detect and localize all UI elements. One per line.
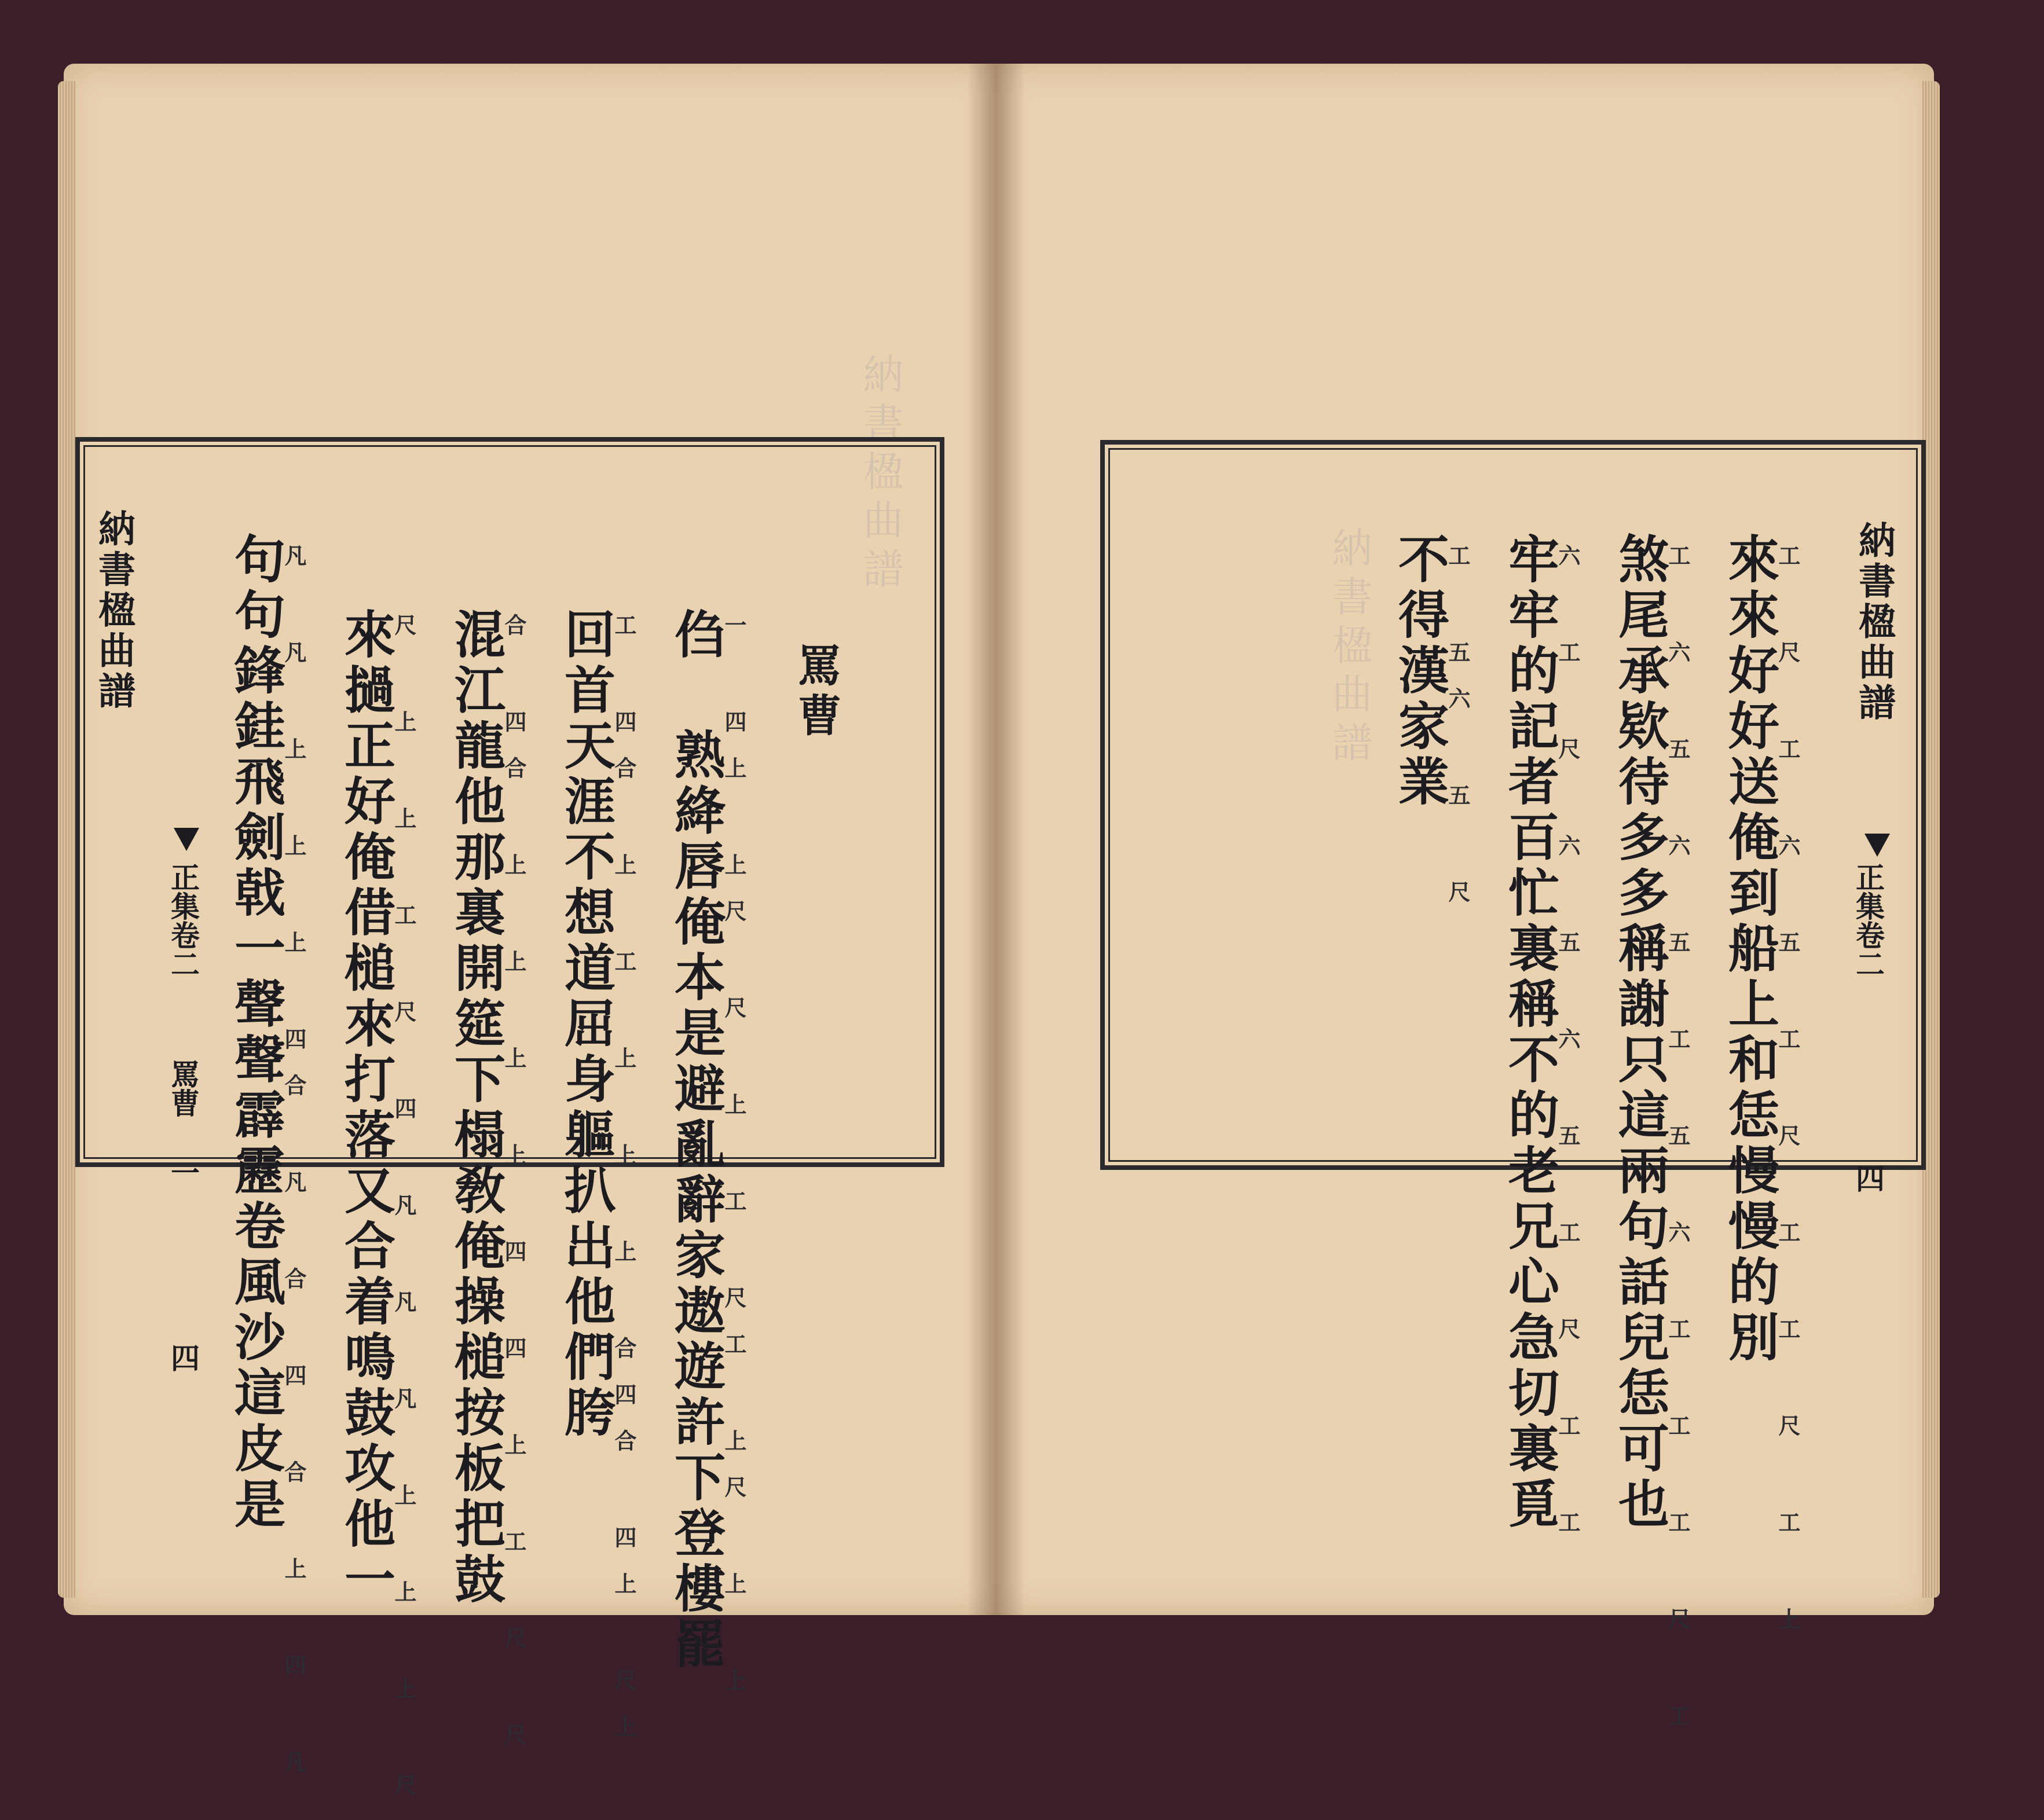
- right-margin-folio: 四: [1851, 1164, 1885, 1192]
- notation-column-1: 一 四上 上尺 尺 上 工 尺工 上尺 上 上: [721, 614, 747, 1715]
- left-page-edges: [58, 81, 75, 1598]
- bleed-through-text: 納書楹曲譜: [856, 353, 904, 596]
- section-title: 罵曹: [790, 643, 842, 742]
- notation-column-5: 凡 凡 上 上 上 四合 凡 合 四 合 上 四 凡: [281, 544, 307, 1797]
- left-margin-folio-bottom: 四: [166, 1343, 200, 1372]
- left-margin-play: 罵曹: [166, 1059, 200, 1117]
- notation-column-4: 工 五六 五 尺: [1445, 544, 1471, 927]
- left-margin-folio: 一: [166, 1158, 200, 1187]
- fold-mark-icon: [174, 828, 199, 851]
- notation-column-3: 合 四合 上 上 上 上 四 四 上 工 尺 尺: [501, 614, 527, 1770]
- book-gutter: [967, 64, 1025, 1615]
- lyric-column-4: 來撾正好俺借槌來打落又合着鳴鼓攻他一: [336, 608, 397, 1608]
- open-book: [64, 64, 1934, 1820]
- left-margin-title: 納書楹曲譜: [92, 509, 135, 712]
- lyric-column-1: 㑇 熟絳唇俺本是避亂辭家遨遊許下登樓罷: [666, 608, 727, 1673]
- fold-mark-icon: [1864, 834, 1890, 857]
- left-margin-volume: 正集卷二: [166, 863, 200, 978]
- lyric-column-2: 回首天涯不想道屈身軀扒出他們胯: [556, 608, 617, 1441]
- lyric-column-1: 來來好好送俺到船上和恁慢慢的別: [1720, 533, 1781, 1366]
- right-margin-title: 納書楹曲譜: [1852, 521, 1896, 724]
- notation-column-3: 六 工 尺 六 五 六 五 工 尺 工 工: [1555, 544, 1581, 1557]
- lyric-column-3: 混江龍他那裏開筵下榻敎俺操槌按板把鼓: [446, 608, 507, 1608]
- notation-column-4: 尺 上 上 工 尺 四 凡 凡 凡 上 上 上 尺: [391, 614, 417, 1820]
- right-margin-volume: 正集卷二: [1851, 863, 1885, 978]
- lyric-column-4: 不得漢家業: [1390, 533, 1450, 810]
- left-page: [64, 64, 996, 1820]
- notation-column-1: 工 尺 工 六 五 工 尺 工 工 尺 工 上: [1775, 544, 1801, 1654]
- lyric-column-3: 牢牢的記者百忙裏稱不的老兄心急切裏覓: [1500, 533, 1561, 1533]
- lyric-column-2: 煞尾承欵待多多稱謝只這兩句話兒恁可也: [1610, 533, 1671, 1533]
- bleed-through-text: 納書楹曲譜: [1325, 527, 1373, 770]
- right-page: [996, 64, 1934, 1751]
- notation-column-2: 工 六 五 六 五 工 五 六 工 工 工 尺 工: [1665, 544, 1691, 1751]
- lyric-column-5: 句句鋒銈飛劍戟一聲聲霹靂卷風沙這皮是: [226, 533, 287, 1533]
- notation-column-2: 工 四合 上 工 上 上 上 合四合 四上 尺上: [611, 614, 637, 1762]
